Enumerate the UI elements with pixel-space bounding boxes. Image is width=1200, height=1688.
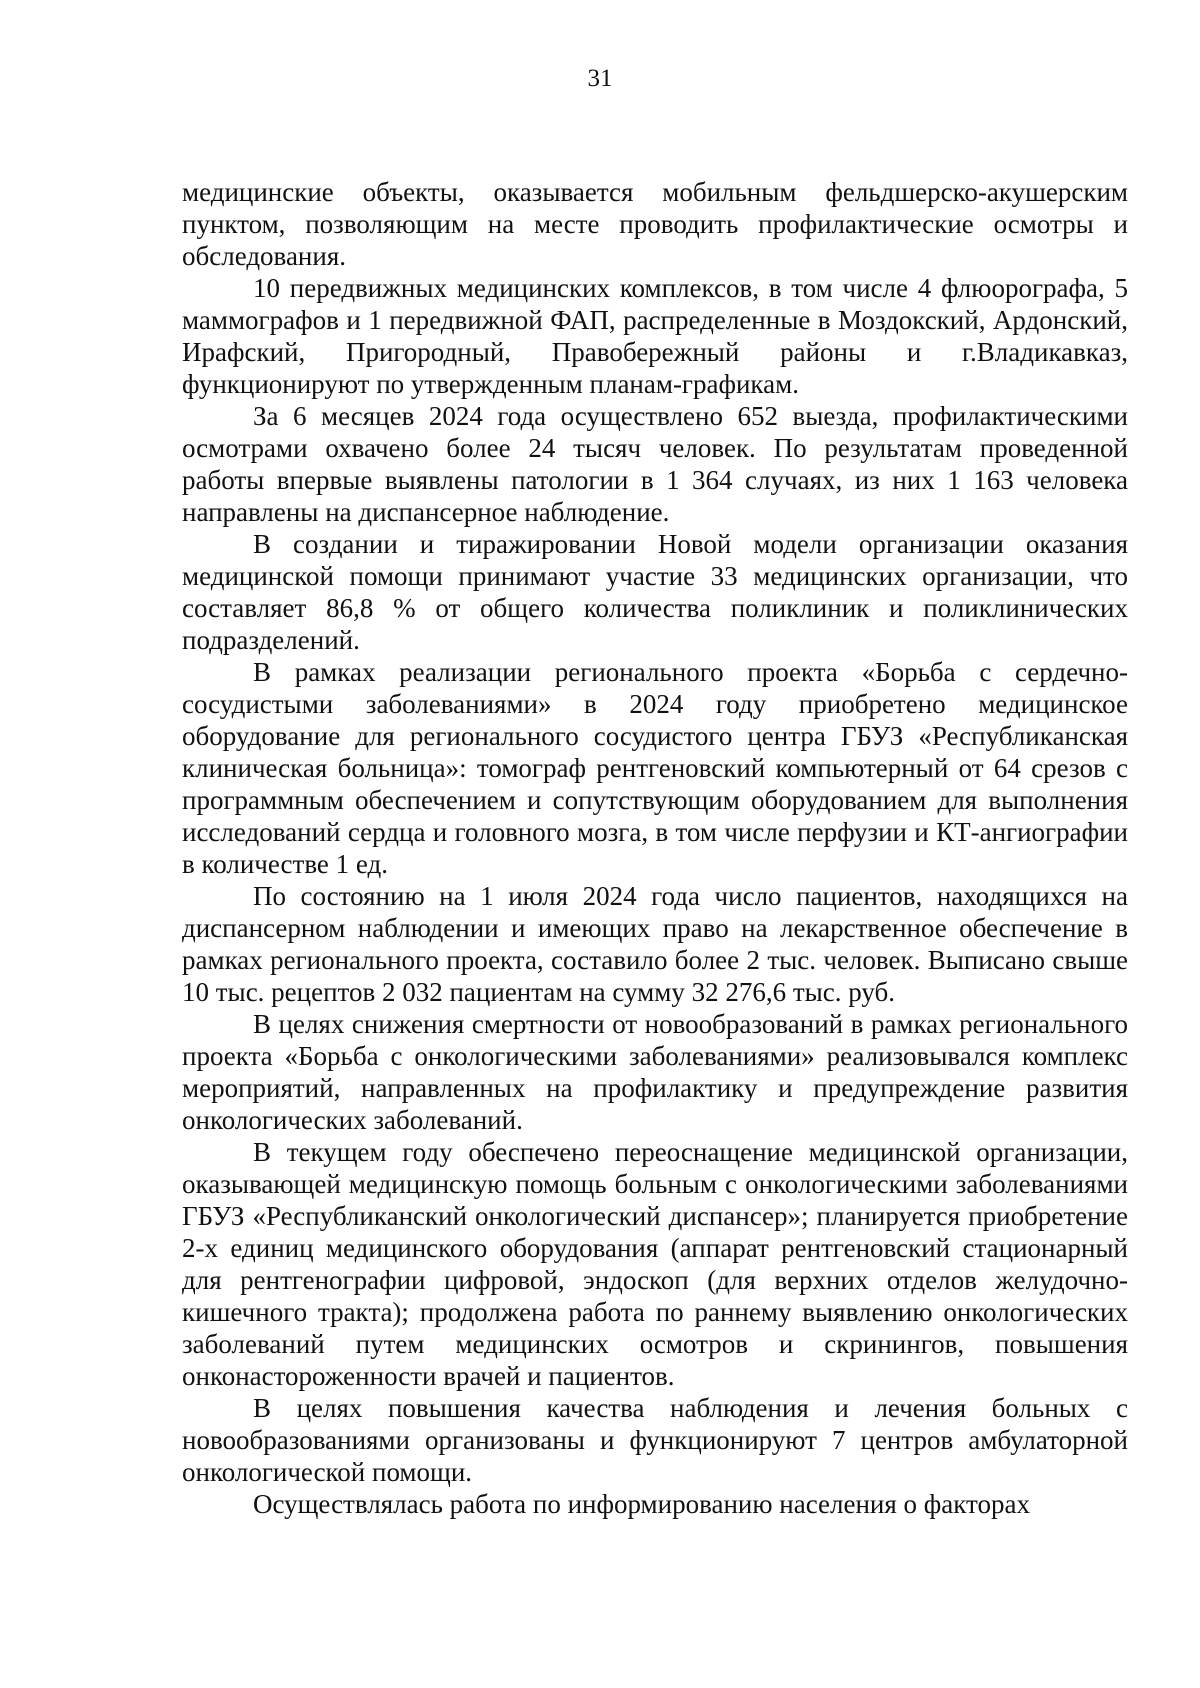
paragraph-7: В целях снижения смертности от новообразований в рамках регионального проекта «Борьба с онкологическими заболеваниями» реализовывался комплекс мероприятий, направленных на профилактику и предупреждение развития онкологических заболеваний. bbox=[182, 1009, 1128, 1135]
paragraph-6: По состоянию на 1 июля 2024 года число пациентов, находящихся на диспансерном наблюдении и имеющих право на лекарственное обеспечение в рамках регионального проекта, составило более 2 тыс. человек. Выписано свыше 10 тыс. рецептов 2 032 пациентам на сумму 32 276,6 тыс. руб. bbox=[182, 881, 1128, 1007]
page-number: 31 bbox=[587, 65, 613, 92]
paragraph-2: 10 передвижных медицинских комплексов, в том числе 4 флюорографа, 5 маммографов и 1 передвижной ФАП, распределенные в Моздокский, Ардонский, Ирафский, Пригородный, Правобережный районы и г.Владикавказ, функционируют по утвержденным планам-графикам. bbox=[182, 273, 1128, 399]
paragraph-1: медицинские объекты, оказывается мобильным фельдшерско-акушерским пунктом, позволяющим на месте проводить профилактические осмотры и обследования. bbox=[182, 177, 1128, 271]
paragraph-4: В создании и тиражировании Новой модели организации оказания медицинской помощи принимают участие 33 медицинских организации, что составляет 86,8 % от общего количества поликлиник и поликлинических подразделений. bbox=[182, 529, 1128, 655]
paragraph-3: За 6 месяцев 2024 года осуществлено 652 выезда, профилактическими осмотрами охвачено более 24 тысяч человек. По результатам проведенной работы впервые выявлены патологии в 1 364 случаях, из них 1 163 человека направлены на диспансерное наблюдение. bbox=[182, 401, 1128, 527]
paragraph-8: В текущем году обеспечено переоснащение медицинской организации, оказывающей медицинскую помощь больным с онкологическими заболеваниями ГБУЗ «Республиканский онкологический диспансер»; планируется приобретение 2-х единиц медицинского оборудования (аппарат рентгеновский стационарный для рентгенографии цифровой, эндоскоп (для верхних отделов желудочно-кишечного тракта); продолжена работа по раннему выявлению онкологических заболеваний путем медицинских осмотров и скринингов, повышения онконастороженности врачей и пациентов. bbox=[182, 1137, 1128, 1391]
paragraph-10: Осуществлялась работа по информированию населения о факторах bbox=[253, 1489, 1030, 1519]
paragraph-9: В целях повышения качества наблюдения и лечения больных с новообразованиями организованы и функционируют 7 центров амбулаторной онкологической помощи. bbox=[182, 1393, 1128, 1487]
document-body bbox=[182, 176, 1128, 1520]
paragraph-5: В рамках реализации регионального проекта «Борьба с сердечно-сосудистыми заболеваниями» в 2024 году приобретено медицинское оборудование для регионального сосудистого центра ГБУЗ «Республиканская клиническая больница»: томограф рентгеновский компьютерный от 64 срезов с программным обеспечением и сопутствующим оборудованием для выполнения исследований сердца и головного мозга, в том числе перфузии и КТ-ангиографии в количестве 1 ед. bbox=[182, 657, 1128, 879]
